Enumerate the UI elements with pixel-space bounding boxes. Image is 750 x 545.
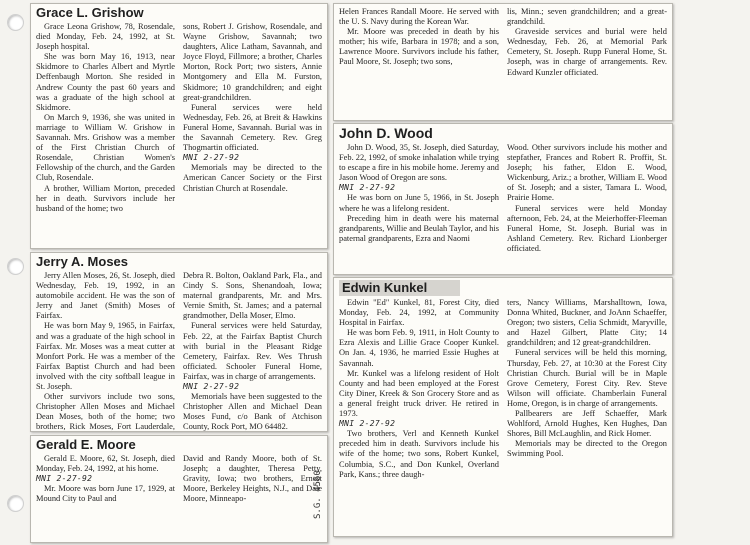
handwritten-note: MNI 2-27-92 [183,153,240,163]
clipping-grishow [30,3,328,249]
paragraph: He was born Feb. 9, 1911, in Holt County to Ezra Alexis and Lillie Grace Cooper Kunkel. On Jan. 4, 1936, he married Essie Hughes at Savannah. [339,328,499,368]
paragraph: Gerald E. Moore, 62, St. Joseph, died Monday, Feb. 24, 1992, at his home. [36,454,175,474]
paragraph: Pallbearers are Jeff Schaeffer, Mark Wohlford, Arnold Hughes, Ken Hughes, Dan Shores, Bill McLaughlin, and Rick Homer. [507,409,667,439]
clipping-moses [30,252,328,432]
paragraph: He was born on June 5, 1966, in St. Joseph where he was a lifelong resident. [339,193,499,213]
paragraph: Memorials have been suggested to the Christopher Allen and Michael Dean Moses Fund, c/o Bank of Atchison County, Rock Port, MO 64482. [183,392,322,432]
column-left [339,143,499,254]
column-right [183,271,322,432]
handwritten-note: MNI 2-27-92 [339,419,396,429]
paragraph: lis, Minn.; seven grandchildren; and a great-grandchild. [507,7,667,27]
paragraph: John D. Wood, 35, St. Joseph, died Saturday, Feb. 22, 1992, of smoke inhalation while trying to escape a fire in his mobile home. Jeremy and Jason Wood of Oregon are sons. [339,143,499,183]
paragraph: Wood. Other survivors include his mother and stepfather, Frances and Robert R. Proffit, St. Joseph; his father, Eldon E. Wood, Wickenburg, Ariz.; a brother, William E. Wood of St. Joseph; and a sister, Tamara L. Wood, Prairie Home. [507,143,667,203]
paragraph: Other survivors include two sons, Christopher Allen Moses and Michael Dean Moses, both of the home; two brothers, Rick Moses, Fort Lauderdale, [36,392,175,432]
obituary-title: Grace L. Grishow [36,5,144,20]
paragraph: He was born May 9, 1965, in Fairfax, and was a graduate of the high school in Fairfax. Mr. Moses was a meat cutter at Monfort Pork. He was a member of the Fairfax Baptist Church and had been involved with the city softball league in St. Joseph. [36,321,175,392]
paragraph: She was born May 16, 1913, near Skidmore to Charles Albert and Myrtle Deffenbaugh Morton. She resided in Andrew County the past 60 years and was a graduate of the high school at Skidmore. [36,52,175,112]
paragraph: Helen Frances Randall Moore. He served with the U. S. Navy during the Korean War. [339,7,499,27]
handwritten-note: MNI 2-27-92 [36,474,93,484]
paragraph: Memorials may be directed to the American Cancer Society or the First Christian Church at Rosendale. [183,163,322,193]
handwritten-note: MNI 2-27-92 [339,183,396,193]
paragraph: Mr. Moore was preceded in death by his mother; his wife, Barbara in 1978; and a son, Lawrence Moore. Survivors include his father, Paul Moore, St. Joseph; two sons, [339,27,499,67]
paragraph: Memorials may be directed to the Oregon Swimming Pool. [507,439,667,459]
punch-hole [7,258,24,275]
obituary-title: John D. Wood [339,125,433,141]
paragraph: ters, Nancy Williams, Marshalltown, Iowa, Donna Whited, Buckner, and JoAnn Schaeffer, Oregon; two sisters, Celia Schmidt, Maryville, and Hazel Gilbert, Platte City; 14 grandchildren; and 12 great-grandchildren. [507,298,667,348]
column-left [339,298,499,480]
paragraph: Funeral services were held Monday afternoon, Feb. 24, at the Meierhoffer-Fleeman Funeral Home, St. Joseph. Burial was in Ashland Cemetery. Rev. Richard Lionberger officiated. [507,203,667,253]
column-right [507,143,667,254]
clipping-kunkel [333,277,673,537]
column-right [183,454,322,504]
obituary-title: Gerald E. Moore [36,437,136,452]
obituary-title: Jerry A. Moses [36,254,129,269]
clipping-wood [333,123,673,275]
paragraph: Mr. Moore was born June 17, 1929, at Mound City to Paul and [36,484,175,504]
punch-hole [7,495,24,512]
column-left [36,454,175,504]
column-right [507,7,667,78]
paragraph: Funeral services were held Wednesday, Feb. 26, at Breit & Hawkins Funeral Home, Savannah. Burial was in the Savannah Cemetery. Rev. Greg Thogmartin officiated. [183,102,322,153]
handwritten-note: MNI 2-27-92 [183,382,240,392]
clipping-moore [30,435,328,543]
paragraph: Graveside services and burial were held Wednesday, Feb. 26, at Memorial Park Cemetery, St. Joseph. Rupp Funeral Home, St. Joseph, was in charge of arrangements. Rev. Edward Kunzler officiated. [507,27,667,77]
paragraph: Debra R. Bolton, Oakland Park, Fla., and Cindy S. Sons, Shenandoah, Iowa; maternal grandparents, Mr. and Mrs. Vernie Smith, St. James; and a paternal grandmother, Della Moser, Elmo. [183,271,322,321]
paragraph: Funeral services were held Saturday, Feb. 22, at the Fairfax Baptist Church with burial in the Pleasant Ridge Cemetery, Fairfax. Rev. Wes Thrush officiated. Schooler Funeral Home, Fairfax, was in charge of arrangements. [183,321,322,381]
column-left [339,7,499,78]
paragraph: Preceding him in death were his maternal grandparents, Willie and Beulah Taylor, and his paternal grandparents, Ezra and Naomi [339,213,499,243]
paragraph: Edwin "Ed" Kunkel, 81, Forest City, died Monday, Feb. 24, 1992, at Community Hospital in Fairfax. [339,298,499,328]
paragraph: Jerry Allen Moses, 26, St. Joseph, died Wednesday, Feb. 19, 1992, in an automobile accident. He was the son of Jerry and Janet (Smith) Moses of Fairfax. [36,271,175,321]
column-right [507,298,667,480]
handwritten-margin-note: S.G. 4560 [313,470,323,520]
paragraph: On March 9, 1936, she was united in marriage to William W. Grishow in Savannah. Mrs. Grishow was a member of the First Christian Church of Rosendale, Christian Women's Fellowship of the church, and the Garden Club, Rosendale. [36,112,175,183]
clipping-moore-continued [333,3,673,121]
punch-hole [7,14,24,31]
paragraph: A brother, William Morton, preceded her in death. Survivors include her husband of the home; two [36,183,175,213]
column-left [36,271,175,432]
paragraph: Funeral services will be held this morning, Thursday, Feb. 27, at 10:30 at the Forest City Christian Church. Burial will be in Maple Grove Cemetery, Forest City. Rev. Steve Wilson will officiate. Chamberlain Funeral Home, Oregon, is in charge of arrangements. [507,348,667,408]
paragraph: sons, Robert J. Grishow, Rosendale, and Wayne Grishow, Savannah; two daughters, Alice Latham, Savannah, and Joyce Floyd, Fillmore; a brother, Charles Morton, Rock Port; two sisters, Annie Montgomery and Ella M. Furston, Skidmore; 10 grandchildren; and eight great-grandchildren. [183,22,322,102]
paragraph: Mr. Kunkel was a lifelong resident of Holt County and had been employed at the Forest City Diner, Kreek & Son Grocery Store and as a general freight truck driver. He retired in 1973. [339,368,499,419]
paragraph: Two brothers, Verl and Kenneth Kunkel preceded him in death. Survivors include his wife of the home; two sons, Robert Kunkel, Columbia, S.C., and Don Kunkel, Overland Park, Kans.; three daugh- [339,429,499,479]
obituary-title: Edwin Kunkel [339,280,460,296]
column-right [183,22,322,214]
column-left [36,22,175,214]
paragraph: Grace Leona Grishow, 78, Rosendale, died Monday, Feb. 24, 1992, at St. Joseph hospital. [36,22,175,52]
paragraph: David and Randy Moore, both of St. Joseph; a daughter, Theresa Petty, Gravity, Iowa; two brothers, Ernest Moore, Berkeley Heights, N.J., and Dale Moore, Minneapo- [183,454,322,504]
